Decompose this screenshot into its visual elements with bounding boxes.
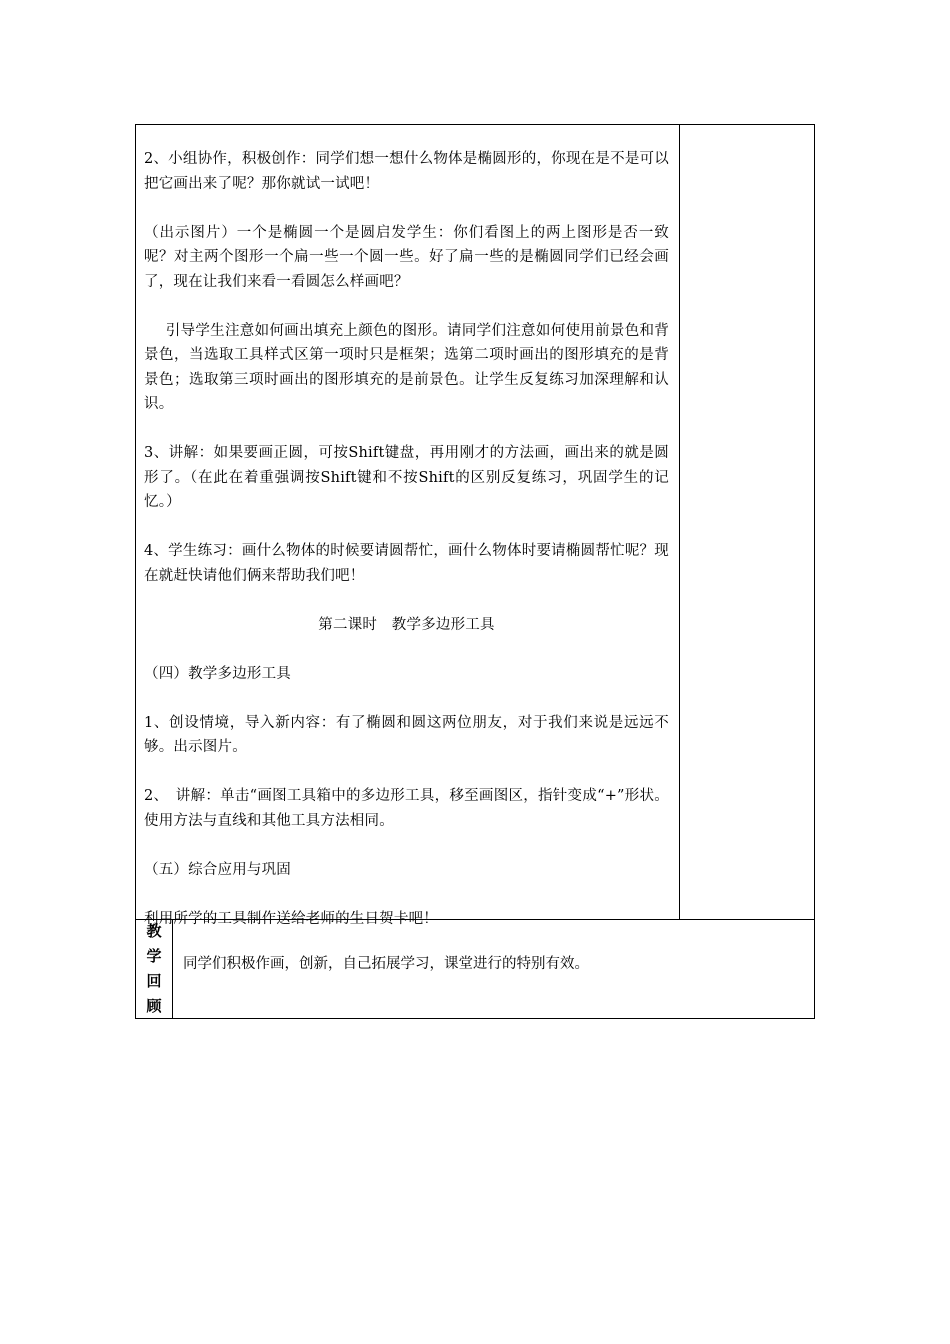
- paragraph-group-work: 2、小组协作，积极创作：同学们想一想什么物体是椭圆形的，你现在是不是可以把它画出来了呢？那你就试一试吧！: [144, 151, 669, 192]
- lesson-content-cell: [136, 125, 680, 927]
- paragraph-create-context: 1、创设情境，导入新内容：有了椭圆和圆这两位朋友，对于我们来说是远远不够。出示图片。: [144, 714, 669, 755]
- paragraph-show-picture: （出示图片）一个是椭圆一个是圆启发学生：你们看图上的两上图形是否一致呢？对主两个图形一个扁一些一个圆一些。好了扁一些的是椭圆同学们已经会画了，现在让我们来看一看圆怎么样画吧？: [144, 224, 669, 290]
- section-heading-polygon: （四）教学多边形工具: [144, 665, 291, 682]
- paragraph-student-practice: 4、学生练习：画什么物体的时候要请圆帮忙，画什么物体时要请椭圆帮忙呢？现在就赶快请他们俩来帮助我们吧！: [144, 543, 669, 584]
- side-notes-cell: [680, 125, 814, 919]
- paragraph-shift-explain: 3、讲解：如果要画正圆，可按Shift键盘，再用刚才的方法画，画出来的就是圆形了。（在此在着重强调按Shift键和不按Shift的区别反复练习，巩固学生的记忆。）: [144, 445, 669, 510]
- lesson-table: [135, 124, 815, 1019]
- review-text: 同学们积极作画，创新，自己拓展学习，课堂进行的特别有效。: [183, 956, 589, 972]
- review-label-char: 顾: [146, 997, 162, 1015]
- section-heading-application: （五）综合应用与巩固: [144, 861, 291, 878]
- review-label-char: 教: [146, 922, 162, 940]
- review-label: [136, 920, 173, 1018]
- paragraph-birthday-card: 利用所学的工具制作送给老师的生日贺卡吧！: [144, 910, 438, 927]
- paragraph-fill-color: 引导学生注意如何画出填充上颜色的图形。请同学们注意如何使用前景色和背景色，当选取工具样式区第一项时只是框架；选第二项时画出的图形填充的是背景色；选取第三项时画出的图形填充的是前景色。让学生反复练习加深理解和认识。: [144, 322, 669, 412]
- paragraph-polygon-explain: 2、 讲解：单击“画图工具箱中的多边形工具，移至画图区，指针变成“+”形状。使用方法与直线和其他工具方法相同。: [144, 788, 669, 829]
- review-label-char: 学: [146, 947, 162, 965]
- section-heading-second-lesson: 第二课时 教学多边形工具: [318, 616, 495, 633]
- lesson-content-row: [136, 125, 814, 927]
- review-label-char: 回: [146, 972, 162, 990]
- review-row: [136, 920, 814, 1018]
